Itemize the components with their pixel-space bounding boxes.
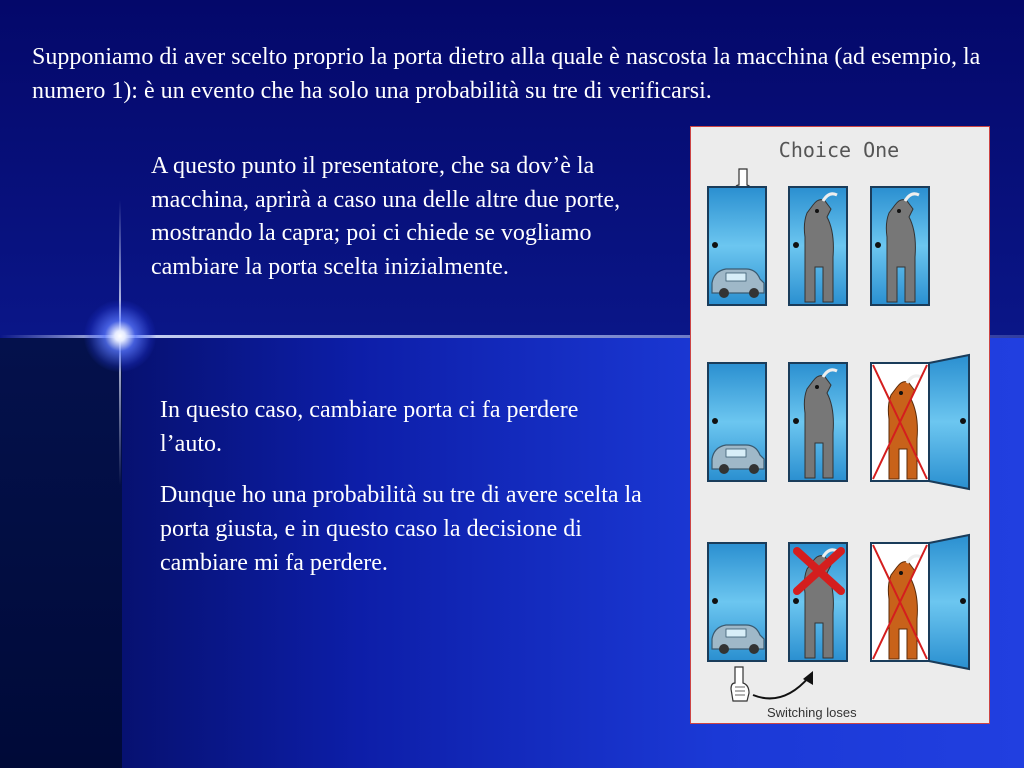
pointing-hand-icon xyxy=(731,667,749,701)
door-1-row-2 xyxy=(708,363,766,481)
illustration-caption: Switching loses xyxy=(767,705,857,720)
door-2-row-2 xyxy=(789,363,847,481)
door-3-row-1 xyxy=(871,187,929,305)
conclusion-paragraph: Dunque ho una probabilità su tre di avere scelta la porta giusta, e in questo caso la decisione di cambiare mi fa perdere. xyxy=(160,482,642,576)
door-2-row-1 xyxy=(789,187,847,305)
decorative-star-glow xyxy=(84,300,156,372)
door-1-row-3 xyxy=(708,543,766,661)
switch-loses-paragraph: In questo caso, cambiare porta ci fa perdere l’auto. xyxy=(160,397,579,457)
intro-paragraph: Supponiamo di aver scelto proprio la porta dietro alla quale è nascosta la macchina (ad esempio, la numero 1): è un evento che ha solo una probabilità su tre di verificarsi. xyxy=(32,44,981,104)
door-1-row-1 xyxy=(708,187,766,305)
door-3-row-3-opened xyxy=(871,535,969,669)
background-left-bar xyxy=(0,338,122,768)
monty-hall-illustration xyxy=(690,126,990,724)
curved-arrow-icon xyxy=(753,677,809,698)
door-3-row-2-opened xyxy=(871,355,969,489)
presenter-paragraph: A questo punto il presentatore, che sa dov’è la macchina, aprirà a caso una delle altre due porte, mostrando la capra; poi ci chiede se vogliamo cambiare la porta scelta inizialmente. xyxy=(151,153,621,280)
illustration-title: Choice One xyxy=(778,138,900,162)
door-2-row-3-crossed xyxy=(789,543,847,661)
